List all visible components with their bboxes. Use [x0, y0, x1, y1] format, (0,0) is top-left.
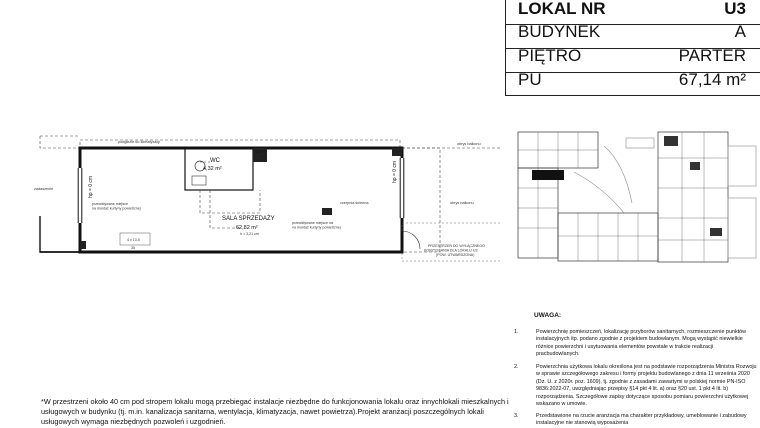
balcony-label: obrys balkonu — [450, 201, 474, 205]
note-number: 1. — [514, 329, 519, 335]
unit-number-value: U3 — [724, 0, 746, 18]
floor-plan-drawing — [0, 128, 500, 278]
hp-left-label: hp = 0 cm — [88, 175, 94, 198]
dimension-label: 4 x 13,5 — [127, 238, 140, 242]
wc-fixture: M+TT — [256, 150, 267, 154]
sink-icon — [192, 176, 206, 185]
balcony-top-label: obrys balkonu — [457, 142, 481, 146]
balcony-outline — [40, 136, 500, 148]
unit-number-row — [516, 0, 748, 21]
area-row — [516, 68, 748, 92]
building-label: BUDYNEK — [518, 22, 601, 41]
wc-area: 4,32 m² — [203, 166, 222, 172]
floor-value: PARTER — [678, 46, 746, 65]
floor-plan — [0, 128, 500, 278]
shared-space-label: PRZESTRZEŃ DO WYŁĄCZNEGO KORZYSTANIA DLA LOKALU U3 (POW. UTWARDZONA) — [424, 244, 485, 257]
location-map — [514, 128, 760, 268]
notes-section — [506, 312, 760, 428]
ceiling-label: podgiezie do klimatyzacji — [118, 140, 160, 144]
hp-right-label: hp = 0 cm — [392, 160, 398, 183]
dimension-label-2: 35 — [131, 246, 135, 250]
area-label: PU — [518, 70, 542, 89]
canopy-label: zadaszenie — [34, 187, 54, 191]
window-curtain-label: przewidywane miejsce na montaż kurtyny powietrznej — [92, 202, 141, 211]
building-value: A — [734, 22, 746, 41]
building-row — [516, 20, 748, 44]
unit-info-table — [504, 0, 760, 96]
notes-title: UWAGA: — [534, 312, 562, 319]
wc-name: WC — [210, 158, 220, 164]
main-room-walls — [80, 148, 402, 252]
room-height: h = 3,21 cm — [240, 232, 259, 236]
wall-label: czerpnia ścienna — [340, 201, 369, 205]
footnote: *W przestrzeni około 40 cm pod stropem lokalu mogą przebiegać instalacje niezbędne do funkcjonowania lokalu oraz innychlokali mieszkalnych i usługowych w budynku (tj. m.in. kanalizacja sanitarna, wentylacja, klimatyzacja, nawet powietrza).Projekt aranżacji poszczególnych lokali usługowych wymaga niezbędnych pozwoleń i uzgodnień. — [41, 397, 509, 426]
unit-highlight — [532, 170, 564, 180]
note-number: 3. — [514, 413, 519, 419]
note-number: 2. — [514, 364, 519, 370]
room-area: 62,82 m² — [236, 225, 258, 231]
unit-number-label: LOKAL NR — [518, 0, 606, 18]
room-name: SALA SPRZEDAŻY — [222, 216, 275, 222]
note-text: Powierzchnia użytkowa lokalu określona jest na podstawie rozporządzenia Ministra Rozwoju w sprawie szczegółowego zakresu i formy projektu budowlanego z dnia 11 września 2020 (Dz. U. z 2020r. poz. 1609), tj. zgodnie z zasadami zawartymi w polskiej normie PN-ISO 9836:2022-07, uwzględniając przepisy §14 pkt 4 lit. a) oraz §20 ust. 1 pkt 4 lit. b) rozporządzenia. Szczegółowe zapisy dotyczące sposobu pomiaru powierzchni użytkowej wskazano w umowie. — [536, 364, 757, 408]
air-curtain-mark — [322, 208, 332, 215]
floor-row — [516, 44, 748, 68]
site-plan-drawing — [514, 128, 760, 268]
curtain-label: przewidywane miejsce na na montaż kurtyny powietrznej — [292, 221, 341, 230]
floor-label: PIĘTRO — [518, 46, 582, 65]
note-text: Powierzchnię pomieszczeń, lokalizację przyborów sanitarnych, rozmieszczenie punktów instalacyjnych itp. podano zgodnie z projektem budowlanym. Mogą wystąpić niewielkie różnice powierzchni i usytuowania elementów powstałe w trakcie realizacji pracbudowlanych. — [536, 329, 747, 358]
area-value: 67,14 m² — [678, 70, 746, 89]
note-text: Przedstawione na rzucie aranżacja ma charakter przykładowy, umeblowanie i zabudowy instalacyjne nie stanowią wyposażenia — [536, 413, 747, 427]
door-swing — [402, 231, 420, 249]
